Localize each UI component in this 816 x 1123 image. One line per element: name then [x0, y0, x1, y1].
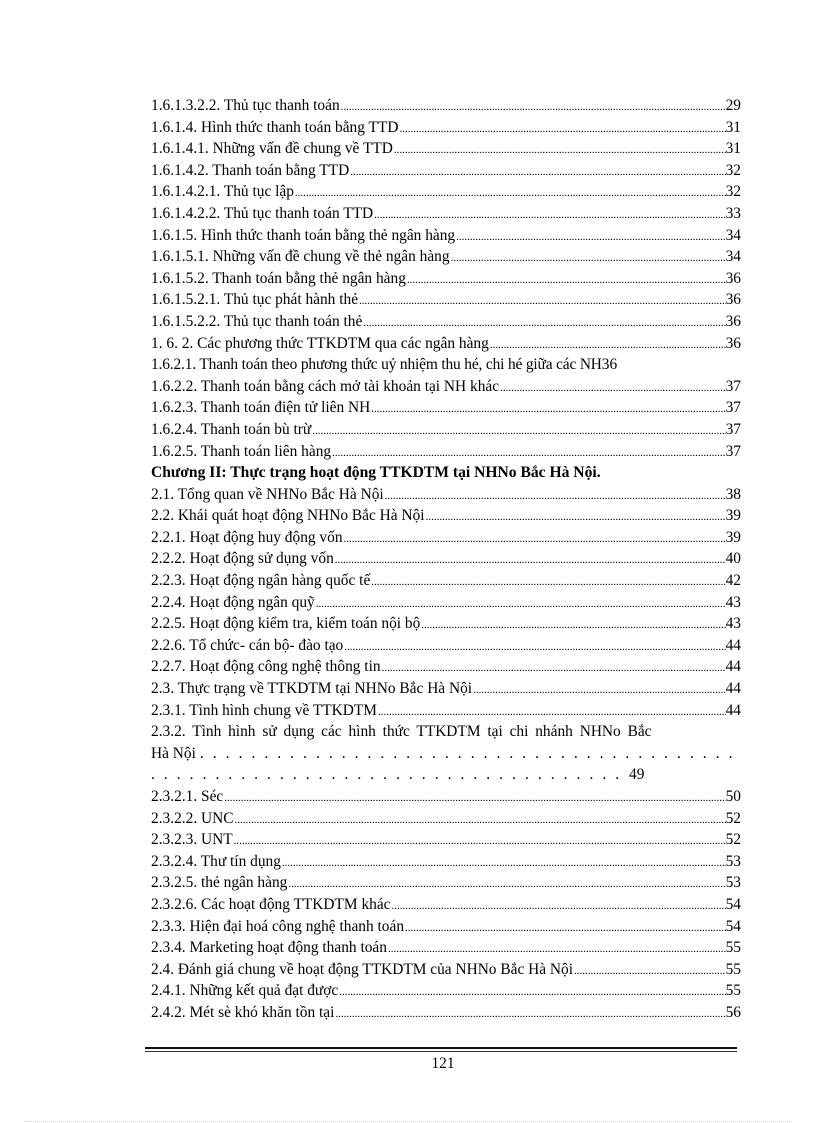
toc-entry-page: 44 — [725, 701, 741, 719]
toc-entry — [151, 505, 741, 527]
toc-entry-label: 1.6.2.2. Thanh toán bằng cách mở tài khoản tại NH khác — [151, 377, 500, 395]
toc-entry-page: 34 — [725, 248, 741, 266]
toc-entry-label: 2.3.2. Tình hình sử dụng các hình thức TTKDTM tại chi nhánh NHNo Bắc — [151, 723, 652, 741]
toc-entry — [151, 376, 741, 398]
toc-entry-page: 55 — [725, 982, 741, 1000]
toc-entry-label: 1.6.1.5. Hình thức thanh toán bằng thẻ ngân hàng — [151, 226, 456, 244]
toc-entry-page: 43 — [725, 593, 741, 611]
toc-entry-label: 2.4. Đánh giá chung về hoạt động TTKDTM của NHNo Bắc Hà Nội — [151, 960, 574, 978]
toc-entry — [151, 635, 741, 657]
toc-entry-page: 39 — [725, 507, 741, 525]
toc-entry-label: 1.6.2.1. Thanh toán theo phương thức uỷ nhiệm thu hé, chi hé giữa các NH — [151, 356, 602, 374]
toc-entry-label: 2.2.5. Hoạt động kiểm tra, kiểm toán nội bộ — [151, 615, 421, 633]
dot-leader — [388, 939, 726, 959]
dot-leader — [224, 788, 725, 808]
dot-leader — [363, 313, 725, 333]
dot-leader — [473, 680, 726, 700]
dot-leader — [371, 572, 725, 592]
toc-entry-page: 44 — [725, 658, 741, 676]
dot-leader — [339, 982, 725, 1002]
dot-leader — [490, 335, 726, 355]
toc-entry-page: 54 — [725, 895, 741, 913]
toc-entry — [151, 592, 741, 614]
toc-entry-label: 2.3. Thực trạng về TTKDTM tại NHNo Bắc Hà Nội — [151, 680, 473, 698]
toc-entry-page: 32 — [725, 161, 741, 179]
dot-leader — [200, 743, 741, 765]
toc-entry-wrapped-line2 — [151, 743, 741, 765]
dot-leader — [392, 896, 726, 916]
footer-double-rule — [145, 1047, 737, 1052]
toc-entry-label: 2.3.2.2. UNC — [151, 809, 234, 827]
dot-leader — [350, 162, 725, 182]
page-bottom-edge — [24, 1121, 792, 1122]
toc-entry-label: 2.2.1. Hoạt động huy động vốn — [151, 528, 343, 546]
dot-leader — [344, 529, 726, 549]
dot-leader — [359, 291, 726, 311]
toc-entry-page: 43 — [725, 615, 741, 633]
toc-entry-label: 1.6.1.3.2.2. Thủ tục thanh toán — [151, 97, 340, 114]
dot-leader — [344, 637, 725, 657]
dot-leader — [235, 810, 726, 830]
toc-entry — [151, 527, 741, 549]
toc-entry-page: 50 — [725, 788, 741, 805]
toc-entry-label: 1.6.2.5. Thanh toán liên hàng — [151, 442, 332, 460]
toc-entry-wrapped-line3 — [151, 764, 741, 786]
dot-leader — [426, 507, 726, 527]
toc-entry — [151, 916, 741, 938]
toc-entry — [151, 570, 741, 592]
toc-entry — [151, 786, 741, 808]
dot-leader — [399, 119, 725, 139]
toc-entry-page: 36 — [725, 291, 741, 309]
toc-entry-page: 32 — [725, 183, 741, 201]
dot-leader — [282, 853, 726, 873]
toc-entry-label: 2.2. Khái quát hoạt động NHNo Bắc Hà Nội — [151, 507, 425, 525]
toc-entry — [151, 333, 741, 355]
toc-entry-label: 2.2.4. Hoạt động ngân quỹ — [151, 593, 315, 611]
dot-leader — [421, 615, 725, 635]
toc-entry-label: 1.6.2.3. Thanh toán điện tử liên NH — [151, 399, 371, 417]
toc-entry — [151, 808, 741, 830]
dot-leader — [288, 874, 725, 894]
toc-entry — [151, 225, 741, 247]
footer-rule-thick — [145, 1047, 737, 1049]
toc-entry — [151, 246, 741, 268]
toc-entry-page: 53 — [725, 874, 741, 892]
toc-entry-label: 2.2.2. Hoạt động sử dụng vốn — [151, 550, 334, 568]
dot-leader — [456, 227, 725, 247]
toc-entry — [151, 160, 741, 182]
toc-entry-page: 55 — [725, 960, 741, 978]
toc-entry-label: 2.3.2.6. Các hoạt động TTKDTM khác — [151, 895, 391, 913]
chapter-heading — [151, 462, 741, 484]
dot-leader — [374, 205, 725, 225]
toc-entry-page: 52 — [725, 831, 741, 849]
toc-entry-page: 36 — [725, 334, 741, 352]
toc-entry — [151, 851, 741, 873]
toc-entry-label: 2.2.7. Hoạt động công nghệ thông tin — [151, 658, 381, 676]
toc-entry-page: 36 — [601, 356, 618, 374]
toc-entry-label: 1.6.1.4.2. Thanh toán bằng TTD — [151, 161, 350, 179]
toc-entry-page: 39 — [725, 528, 741, 546]
toc-entry — [151, 1002, 741, 1024]
toc-entry-page: 54 — [725, 917, 741, 935]
toc-entry-label: 2.4.1. Những kết quả đạt được — [151, 982, 339, 1000]
toc-entry — [151, 829, 741, 851]
toc-entry — [151, 980, 741, 1002]
dot-leader — [405, 918, 726, 938]
dot-leader — [341, 97, 726, 117]
toc-entry — [151, 548, 741, 570]
toc-entry-page: 33 — [725, 204, 741, 222]
toc-entry — [151, 289, 741, 311]
dot-leader — [500, 378, 726, 398]
toc-entry-page: 37 — [725, 442, 741, 460]
toc-entry-label: 2.3.2.5. thẻ ngân hàng — [151, 874, 288, 892]
toc-entry — [151, 268, 741, 290]
toc-entry-label: 1.6.1.5.2. Thanh toán bằng thẻ ngân hàng — [151, 269, 406, 287]
page-number: 121 — [431, 1055, 455, 1072]
toc-entry-page: 34 — [725, 226, 741, 244]
toc-entry — [151, 959, 741, 981]
toc-entry-page: 31 — [725, 118, 741, 136]
toc-entry-label: 1.6.1.4.1. Những vấn đề chung về TTD — [151, 140, 393, 158]
toc-entry-page: 29 — [725, 97, 741, 114]
dot-leader — [312, 421, 725, 441]
toc-entry-label: 2.3.2.1. Séc — [151, 788, 224, 805]
dot-leader — [316, 594, 726, 614]
toc-entry — [151, 354, 741, 376]
toc-entry-label: 2.3.3. Hiện đại hoá công nghệ thanh toán — [151, 917, 405, 935]
toc-entry — [151, 138, 741, 160]
dot-leader — [335, 550, 726, 570]
toc-entry — [151, 419, 741, 441]
dot-leader — [378, 702, 726, 722]
toc-entry — [151, 397, 741, 419]
toc-entry — [151, 95, 741, 117]
toc-entry-page: 36 — [725, 312, 741, 330]
toc-entry-label: 2.3.2.4. Thư tín dụng — [151, 852, 281, 870]
toc-entry-label: 1.6.1.5.2.2. Thủ tục thanh toán thẻ — [151, 312, 363, 330]
chapter-heading-label: Chương II: Thực trạng hoạt động TTKDTM tại NHNo Bắc Hà Nội. — [151, 464, 601, 482]
toc-entry-label: 2.1. Tổng quan về NHNo Bắc Hà Nội — [151, 485, 384, 503]
toc-entry — [151, 117, 741, 139]
toc-entry-page: 56 — [725, 1003, 741, 1021]
toc-entry-label: Hà Nội — [151, 744, 196, 762]
toc-entry — [151, 311, 741, 333]
toc-entry-wrapped-line1 — [151, 721, 741, 743]
toc-entry-label: 1.6.1.4.2.2. Thủ tục thanh toán TTD — [151, 204, 374, 222]
toc-entry — [151, 181, 741, 203]
toc-entry-label: 2.3.1. Tình hình chung về TTKDTM — [151, 701, 377, 719]
toc-entry-page: 52 — [725, 809, 741, 827]
toc-entry-page: 42 — [725, 572, 741, 590]
toc-entry-page: 53 — [725, 852, 741, 870]
toc-entry-page: 49 — [629, 766, 645, 784]
toc-entry-label: 1.6.1.4.2.1. Thủ tục lập — [151, 183, 294, 201]
toc-entry — [151, 656, 741, 678]
toc-entry-page: 55 — [725, 939, 741, 957]
toc-entry — [151, 937, 741, 959]
dot-leader — [407, 270, 726, 290]
toc-entry — [151, 872, 741, 894]
toc-entry — [151, 894, 741, 916]
toc-entry-label: 2.2.6. Tổ chức- cán bộ- đào tạo — [151, 636, 344, 654]
dot-leader — [335, 1004, 725, 1024]
footer-rule-thin — [145, 1051, 737, 1052]
dot-leader — [371, 399, 725, 419]
toc-entry-page: 36 — [725, 269, 741, 287]
toc-entry-label: 1.6.1.4. Hình thức thanh toán bằng TTD — [151, 118, 399, 136]
toc-entry-label: 2.3.2.3. UNT — [151, 831, 233, 849]
toc-entry-label: 1.6.2.4. Thanh toán bù trừ — [151, 420, 312, 438]
toc-entry — [151, 441, 741, 463]
toc-entry-label: 2.4.2. Mét sè khó khăn tồn tại — [151, 1003, 335, 1021]
toc-entry-page: 44 — [725, 680, 741, 698]
toc-entry-page: 44 — [725, 636, 741, 654]
dot-leader — [151, 764, 627, 786]
toc-entry — [151, 203, 741, 225]
toc-entry-page: 37 — [725, 420, 741, 438]
toc-entry-page: 37 — [725, 399, 741, 417]
toc-entry-label: 1.6.1.5.1. Những vấn đề chung về thẻ ngân hàng — [151, 248, 450, 266]
dot-leader — [382, 658, 726, 678]
toc-entry — [151, 678, 741, 700]
toc-entry-label: 2.2.3. Hoạt động ngân hàng quốc tế — [151, 572, 371, 590]
toc-entry-label: 2.3.4. Marketing hoạt động thanh toán — [151, 939, 387, 957]
dot-leader — [295, 183, 726, 203]
toc-entry — [151, 484, 741, 506]
dot-leader — [451, 248, 726, 268]
toc-entry-page: 31 — [725, 140, 741, 158]
dot-leader — [332, 443, 726, 463]
toc-entry — [151, 613, 741, 635]
toc-entry-page: 37 — [725, 377, 741, 395]
dot-leader — [574, 961, 726, 981]
toc-entry-page: 40 — [725, 550, 741, 568]
toc-entry-label: 1. 6. 2. Các phương thức TTKDTM qua các ngân hàng — [151, 334, 489, 352]
dot-leader — [385, 486, 726, 506]
toc-entry — [151, 700, 741, 722]
table-of-contents — [151, 95, 741, 1024]
dot-leader — [234, 831, 726, 851]
dot-leader — [394, 140, 726, 160]
toc-entry-label: 1.6.1.5.2.1. Thủ tục phát hành thẻ — [151, 291, 359, 309]
toc-entry-page: 38 — [725, 485, 741, 503]
